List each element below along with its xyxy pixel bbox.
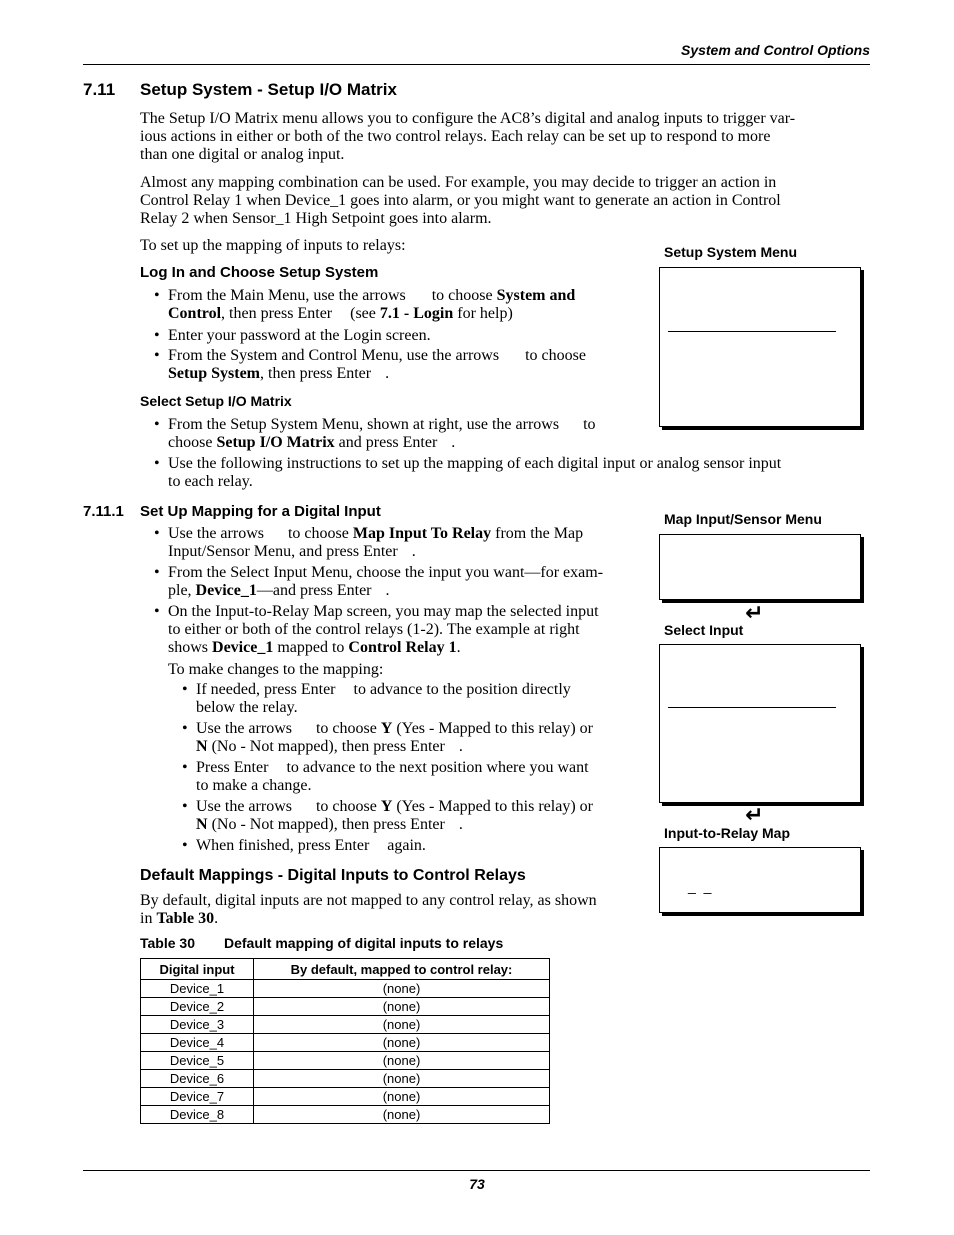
- sub-bullet-5: • When finished, press Enter again.: [182, 837, 426, 854]
- table-row: [141, 1106, 550, 1124]
- intro-paragraph-3: To set up the mapping of inputs to relays:: [140, 237, 406, 254]
- defaults-paragraph: By default, digital inputs are not mapped to any control relay, as shown in Table 30.: [140, 892, 597, 927]
- enter-arrow-icon: ↵: [745, 803, 764, 828]
- input-to-relay-map-screen: [659, 847, 861, 913]
- default-mapping-table: [140, 958, 550, 1124]
- table-row: [141, 1052, 550, 1070]
- input-to-relay-map-caption: Input-to-Relay Map: [664, 825, 790, 841]
- table-row: [141, 998, 550, 1016]
- table-cell: (none): [254, 1088, 550, 1106]
- section-title: Setup System - Setup I/O Matrix: [140, 80, 397, 99]
- login-bullet-3: • From the System and Control Menu, use the arrows to choose Setup System, then press Enter .: [154, 347, 586, 382]
- table-cell: Device_4: [141, 1034, 254, 1052]
- column-header: By default, mapped to control relay:: [254, 959, 550, 980]
- table-label: Table 30: [140, 935, 195, 951]
- map-input-menu-screen: [659, 534, 861, 600]
- table-cell: Device_6: [141, 1070, 254, 1088]
- table-caption: Default mapping of digital inputs to relays: [224, 935, 504, 951]
- table-cell: (none): [254, 1052, 550, 1070]
- login-bullet-2: • Enter your password at the Login screen.: [154, 327, 431, 344]
- select-io-bullet-2: • Use the following instructions to set up the mapping of each digital input or analog sensor input to each relay.: [154, 455, 782, 490]
- table-header-row: [141, 959, 550, 980]
- intro-paragraph-2: Almost any mapping combination can be used. For example, you may decide to trigger an action in Control Relay 1 when Device_1 goes into alarm, or you might want to generate an action in Control Relay 2 when Sensor_1 High Setpoint goes into alarm.: [140, 174, 781, 227]
- login-subheading: Log In and Choose Setup System: [140, 264, 379, 281]
- table-cell: Device_5: [141, 1052, 254, 1070]
- enter-arrow-icon: ↵: [745, 601, 764, 626]
- defaults-heading: Default Mappings - Digital Inputs to Control Relays: [140, 867, 526, 884]
- select-input-caption: Select Input: [664, 622, 744, 638]
- digital-bullet-3: • On the Input-to-Relay Map screen, you may map the selected input to either or both of the control relays (1-2). The example at right shows Device_1 mapped to Control Relay 1.: [154, 603, 599, 656]
- digital-bullet-2: • From the Select Input Menu, choose the input you want—for exam- ple, Device_1—and press Enter .: [154, 564, 604, 599]
- map-input-menu-caption: Map Input/Sensor Menu: [664, 511, 822, 527]
- table-cell: Device_8: [141, 1106, 254, 1124]
- table-cell: Device_3: [141, 1016, 254, 1034]
- header-rule: [83, 64, 870, 65]
- sub-bullet-1: • If needed, press Enter to advance to the position directly below the relay.: [182, 681, 571, 716]
- table-cell: Device_7: [141, 1088, 254, 1106]
- select-input-screen: [659, 644, 861, 803]
- table-cell: (none): [254, 1070, 550, 1088]
- select-io-bullet-1: • From the Setup System Menu, shown at right, use the arrows to choose Setup I/O Matrix and press Enter .: [154, 416, 596, 451]
- digital-bullet-1: • Use the arrows to choose Map Input To Relay from the Map Input/Sensor Menu, and press Enter .: [154, 525, 584, 560]
- table-row: [141, 980, 550, 998]
- table-cell: Device_1: [141, 980, 254, 998]
- select-io-subheading: Select Setup I/O Matrix: [140, 393, 292, 409]
- table-cell: (none): [254, 1106, 550, 1124]
- section-number: 7.11: [83, 80, 116, 99]
- setup-system-menu-caption: Setup System Menu: [664, 244, 798, 260]
- subsection-title: Set Up Mapping for a Digital Input: [140, 503, 381, 520]
- login-bullet-1: • From the Main Menu, use the arrows to choose System and Control, then press Enter (see 7.1 - Login for help): [154, 287, 576, 322]
- table-cell: (none): [254, 980, 550, 998]
- footer-rule: [83, 1170, 870, 1171]
- column-header: Digital input: [141, 959, 254, 980]
- intro-paragraph-1: The Setup I/O Matrix menu allows you to configure the AC8’s digital and analog inputs to trigger var- ious actions in either or both of the two control relays. Each relay can be set up to respond to more than one digital or analog input.: [140, 110, 796, 163]
- subsection-number: 7.11.1: [83, 503, 124, 520]
- setup-system-menu-screen: [659, 267, 861, 427]
- screen-divider: [668, 331, 836, 332]
- table-cell: (none): [254, 998, 550, 1016]
- table-row: [141, 1034, 550, 1052]
- table-row: [141, 1088, 550, 1106]
- running-header: System and Control Options: [680, 42, 870, 58]
- table-cell: Device_2: [141, 998, 254, 1016]
- table-row: [141, 1016, 550, 1034]
- table-row: [141, 1070, 550, 1088]
- relay-position-marks: _ _: [688, 878, 714, 894]
- sub-bullet-4: • Use the arrows to choose Y (Yes - Mapped to this relay) or N (No - Not mapped), then press Enter .: [182, 798, 593, 833]
- table-cell: (none): [254, 1016, 550, 1034]
- sub-bullet-3: • Press Enter to advance to the next position where you want to make a change.: [182, 759, 589, 794]
- screen-divider: [668, 707, 836, 708]
- table-cell: (none): [254, 1034, 550, 1052]
- to-make-changes: To make changes to the mapping:: [168, 661, 384, 678]
- page-number: 73: [469, 1176, 485, 1192]
- sub-bullet-2: • Use the arrows to choose Y (Yes - Mapped to this relay) or N (No - Not mapped), then press Enter .: [182, 720, 593, 755]
